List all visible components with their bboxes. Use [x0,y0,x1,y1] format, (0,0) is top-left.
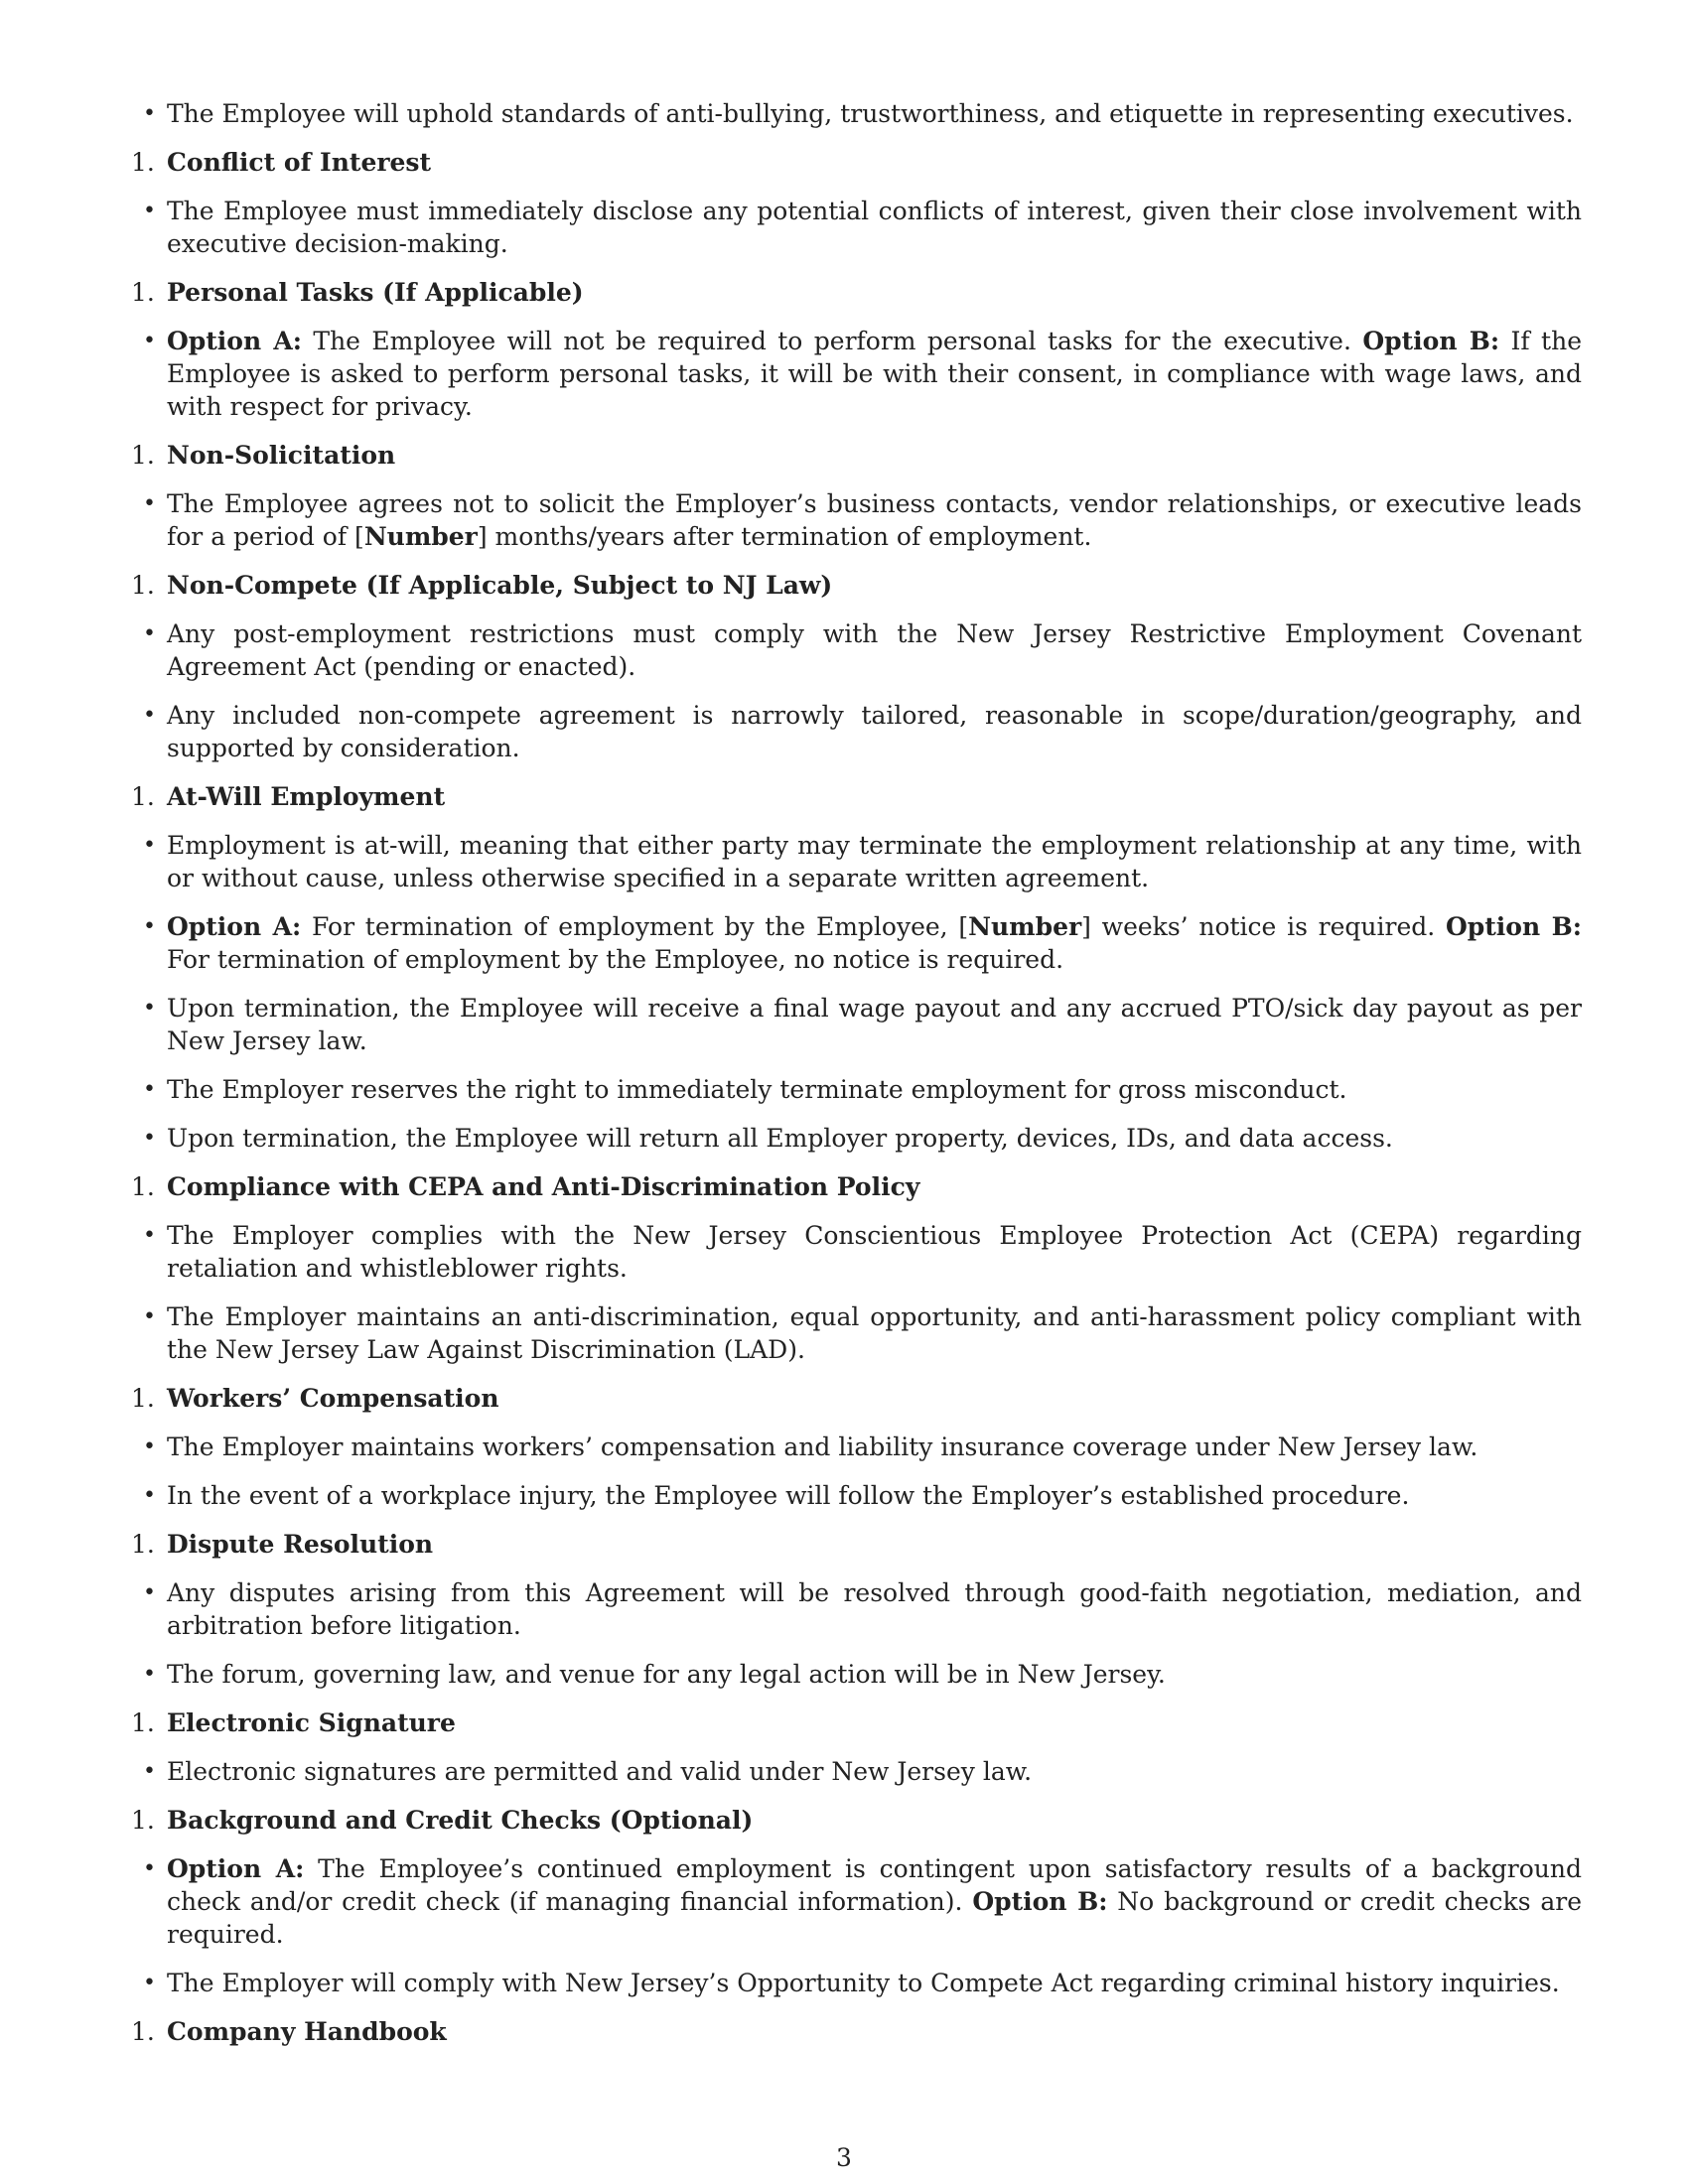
text-run: Employment is at-will, meaning that either party may terminate the employment relationship at any time, with or without cause, unless otherwise specified in a separate written agreement. [167,831,1582,892]
bullet-item [143,1073,1582,1106]
text-run: The Employee’s continued employment is contingent upon satisfactory results of a background check and/or credit check (if managing financial information). [167,1854,1582,1916]
text-run: Any included non-compete agreement is narrowly tailored, reasonable in scope/duration/geography, and supported by consideration. [167,701,1582,762]
bullet-item [143,829,1582,894]
section-number: 1. [131,1708,155,1737]
bullet-text [167,1302,1582,1364]
bullet-text [167,912,1582,974]
bullet-text [167,1757,1032,1786]
text-run: The Employer maintains an anti-discrimination, equal opportunity, and anti-harassment policy compliant with the New Jersey Law Against Discrimination (LAD). [167,1302,1582,1364]
bold-text: Option B: [1362,327,1500,355]
section-title: Non-Compete (If Applicable, Subject to NJ Law) [167,571,833,600]
section-title: Non-Solicitation [167,441,396,470]
bullet-icon: • [143,621,156,646]
text-run: If the Employee is asked to perform personal tasks, it will be with their consent, in compliance with wage laws, and with respect for privacy. [167,327,1582,421]
text-run: ] months/years after termination of employment. [477,522,1092,551]
section-heading [131,146,1582,179]
bullet-text [167,1481,1409,1510]
section-heading [131,1528,1582,1561]
section-number: 1. [131,1806,155,1835]
bold-text: Option A: [167,912,302,941]
text-run: For termination of employment by the Employee, [ [301,912,969,941]
section-number: 1. [131,1172,155,1201]
bullet-item [143,1219,1582,1285]
text-run: The Employee agrees not to solicit the Employer’s business contacts, vendor relationships, or executive leads for a period of [ [167,489,1582,551]
bullet-text [167,1660,1166,1689]
text-run: Any disputes arising from this Agreement will be resolved through good-faith negotiation, mediation, and arbitration before litigation. [167,1578,1582,1640]
bullet-item [143,617,1582,683]
bullet-item [143,1658,1582,1691]
bullet-icon: • [143,101,156,126]
bullet-item [143,325,1582,423]
bullet-icon: • [143,1077,156,1102]
text-run: No background or credit checks are required. [167,1887,1583,1949]
bold-text: Number [363,522,478,551]
bullet-item [143,487,1582,553]
bullet-item [143,97,1582,130]
section-title: Workers’ Compensation [167,1384,499,1413]
bullet-icon: • [143,1223,156,1248]
section-heading [131,1170,1582,1203]
bullet-item [143,1122,1582,1155]
bullet-text [167,1969,1560,1997]
bullet-icon: • [143,1662,156,1687]
bullet-icon: • [143,1483,156,1508]
bullet-text [167,701,1582,762]
bullet-icon: • [143,329,156,353]
section-heading [131,439,1582,472]
bullet-text [167,327,1582,421]
section-title: Company Handbook [167,2017,447,2046]
bullet-item [143,1576,1582,1642]
bullet-item [143,1755,1582,1788]
section-title: Dispute Resolution [167,1530,434,1559]
bullet-item [143,699,1582,764]
section-heading [131,1804,1582,1837]
bold-text: Number [968,912,1082,941]
bullet-item [143,1300,1582,1366]
section-number: 1. [131,782,155,811]
bullet-text [167,619,1582,681]
bullet-icon: • [143,1971,156,1995]
bullet-text [167,1221,1582,1283]
bullet-icon: • [143,1759,156,1784]
bullet-item [143,195,1582,260]
section-title: Personal Tasks (If Applicable) [167,278,584,307]
bold-text: Option B: [972,1887,1108,1916]
bullet-icon: • [143,1434,156,1459]
bullet-icon: • [143,491,156,516]
bullet-text [167,994,1582,1055]
bullet-text [167,99,1574,128]
bullet-text [167,1075,1347,1104]
bullet-text [167,1124,1393,1153]
section-number: 1. [131,441,155,470]
bullet-icon: • [143,1126,156,1151]
section-heading [131,569,1582,602]
bullet-item [143,992,1582,1057]
bullet-icon: • [143,833,156,858]
text-run: The Employee must immediately disclose any potential conflicts of interest, given their close involvement with executive decision-making. [167,197,1582,258]
text-run: The Employer will comply with New Jersey’s Opportunity to Compete Act regarding criminal history inquiries. [167,1969,1560,1997]
bullet-icon: • [143,914,156,939]
page-number: 3 [836,2143,852,2172]
text-run: Electronic signatures are permitted and valid under New Jersey law. [167,1757,1033,1786]
section-number: 1. [131,571,155,600]
text-run: In the event of a workplace injury, the Employee will follow the Employer’s established procedure. [167,1481,1410,1510]
bullet-text [167,831,1582,892]
bullet-item [143,910,1582,976]
section-title: At-Will Employment [167,782,446,811]
bullet-text [167,1433,1477,1461]
section-heading [131,780,1582,813]
section-title: Electronic Signature [167,1708,456,1737]
bullet-icon: • [143,199,156,223]
text-run: The forum, governing law, and venue for any legal action will be in New Jersey. [167,1660,1166,1689]
text-run: The Employee will not be required to perform personal tasks for the executive. [301,327,1363,355]
section-number: 1. [131,1530,155,1559]
section-number: 1. [131,1384,155,1413]
section-heading [131,1706,1582,1739]
section-heading [131,1382,1582,1415]
bullet-text [167,1854,1582,1949]
text-run: The Employer reserves the right to immediately terminate employment for gross misconduct. [167,1075,1347,1104]
text-run: Upon termination, the Employee will receive a final wage payout and any accrued PTO/sick day payout as per New Jersey law. [167,994,1582,1055]
bullet-icon: • [143,1304,156,1329]
text-run: The Employer complies with the New Jersey Conscientious Employee Protection Act (CEPA) regarding retaliation and whistleblower rights. [167,1221,1582,1283]
bullet-item [143,1852,1583,1951]
section-title: Background and Credit Checks (Optional) [167,1806,754,1835]
bullet-item [143,1479,1582,1512]
text-run: Upon termination, the Employee will return all Employer property, devices, IDs, and data access. [167,1124,1393,1153]
bullet-text [167,1578,1582,1640]
section-number: 1. [131,278,155,307]
bold-text: Option A: [167,1854,305,1883]
section-number: 1. [131,2017,155,2046]
section-number: 1. [131,148,155,177]
text-run: The Employer maintains workers’ compensation and liability insurance coverage under New Jersey law. [167,1433,1478,1461]
section-heading [131,2015,1582,2048]
text-run: ] weeks’ notice is required. [1081,912,1446,941]
bullet-icon: • [143,1580,156,1605]
bullet-item [143,1431,1582,1463]
text-run: Any post-employment restrictions must comply with the New Jersey Restrictive Employment Covenant Agreement Act (pending or enacted). [167,619,1582,681]
section-title: Conflict of Interest [167,148,432,177]
bullet-icon: • [143,996,156,1021]
section-heading [131,276,1582,309]
bullet-text [167,489,1582,551]
text-run: For termination of employment by the Employee, no notice is required. [167,945,1064,974]
section-title: Compliance with CEPA and Anti-Discrimination Policy [167,1172,920,1201]
bold-text: Option A: [167,327,302,355]
document-body [131,97,1583,2064]
bullet-item [143,1967,1582,1999]
bullet-icon: • [143,703,156,728]
bullet-text [167,197,1582,258]
bold-text: Option B: [1445,912,1582,941]
bullet-icon: • [143,1856,156,1881]
text-run: The Employee will uphold standards of anti-bullying, trustworthiness, and etiquette in representing executives. [167,99,1574,128]
